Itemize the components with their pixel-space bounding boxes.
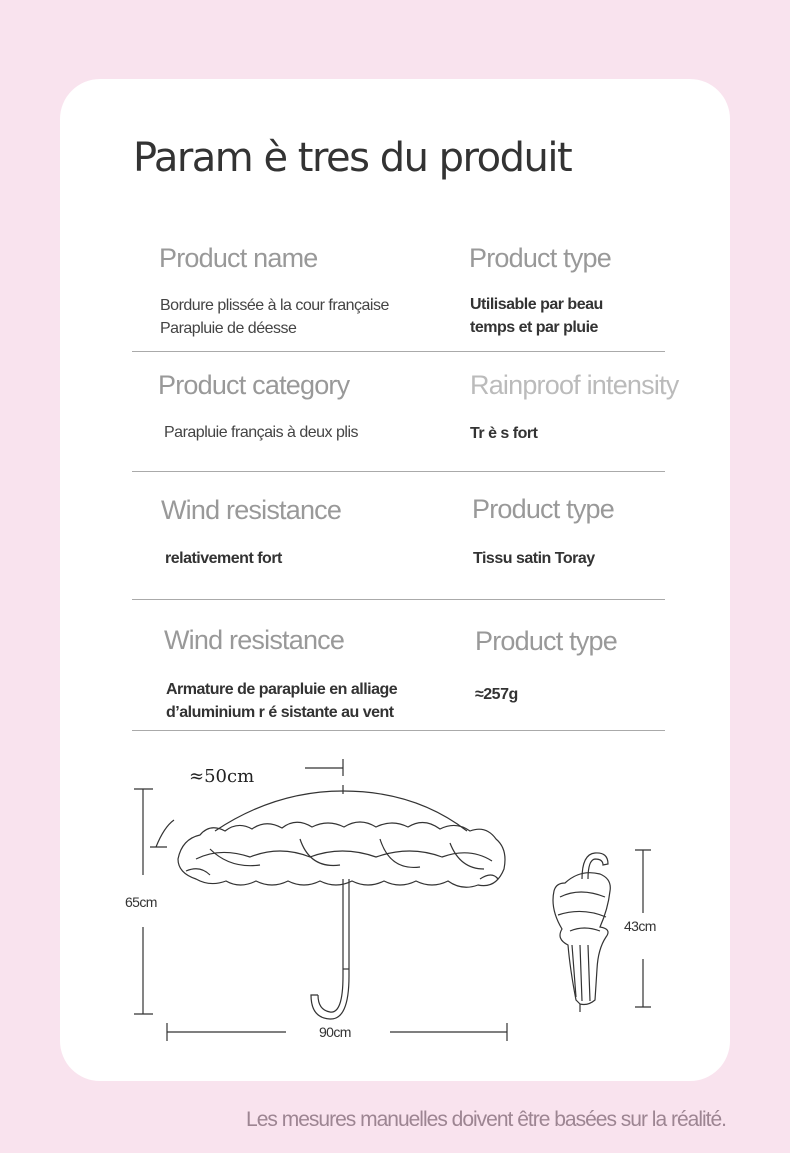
- measurement-disclaimer: Les mesures manuelles doivent être basées sur la réalité.: [246, 1108, 726, 1131]
- folded-umbrella-illustration: [553, 853, 610, 1012]
- spec-value-fabric: Tissu satin Toray: [473, 550, 595, 567]
- page-title: Param è tres du produit: [133, 135, 572, 181]
- spec-label-wind-resistance: Wind resistance: [164, 625, 345, 655]
- canopy-width-marker: [305, 759, 343, 776]
- spec-value-rainproof-intensity: Tr è s fort: [470, 425, 538, 442]
- spec-value-weight: ≈257g: [475, 686, 518, 703]
- canopy-edge-marker: [150, 820, 174, 847]
- open-height-label: 65cm: [125, 894, 157, 910]
- spec-value-product-category: Parapluie français à deux plis: [164, 424, 359, 441]
- folded-length-label: 43cm: [624, 918, 656, 934]
- spec-label-wind-resistance: Wind resistance: [161, 495, 342, 525]
- open-width-label: 90cm: [319, 1024, 351, 1040]
- open-umbrella-illustration: [178, 785, 505, 1019]
- spec-value-frame: Armature de parapluie en alliage d’aluminium r é sistante au vent: [166, 681, 398, 721]
- product-parameters-card: [60, 79, 730, 1081]
- spec-label-product-type: Product type: [469, 243, 611, 273]
- spec-label-product-type: Product type: [475, 626, 617, 656]
- canopy-width-label: ≈50cm: [189, 766, 255, 787]
- spec-value-product-type: Utilisable par beau temps et par pluie: [470, 296, 603, 336]
- spec-label-product-name: Product name: [159, 243, 318, 273]
- spec-label-product-category: Product category: [158, 370, 350, 400]
- spec-label-product-type: Product type: [472, 494, 614, 524]
- spec-label-rainproof-intensity: Rainproof intensity: [470, 370, 679, 400]
- spec-value-product-name: Bordure plissée à la cour française Parapluie de déesse: [160, 297, 389, 337]
- spec-value-wind-resistance: relativement fort: [165, 550, 282, 567]
